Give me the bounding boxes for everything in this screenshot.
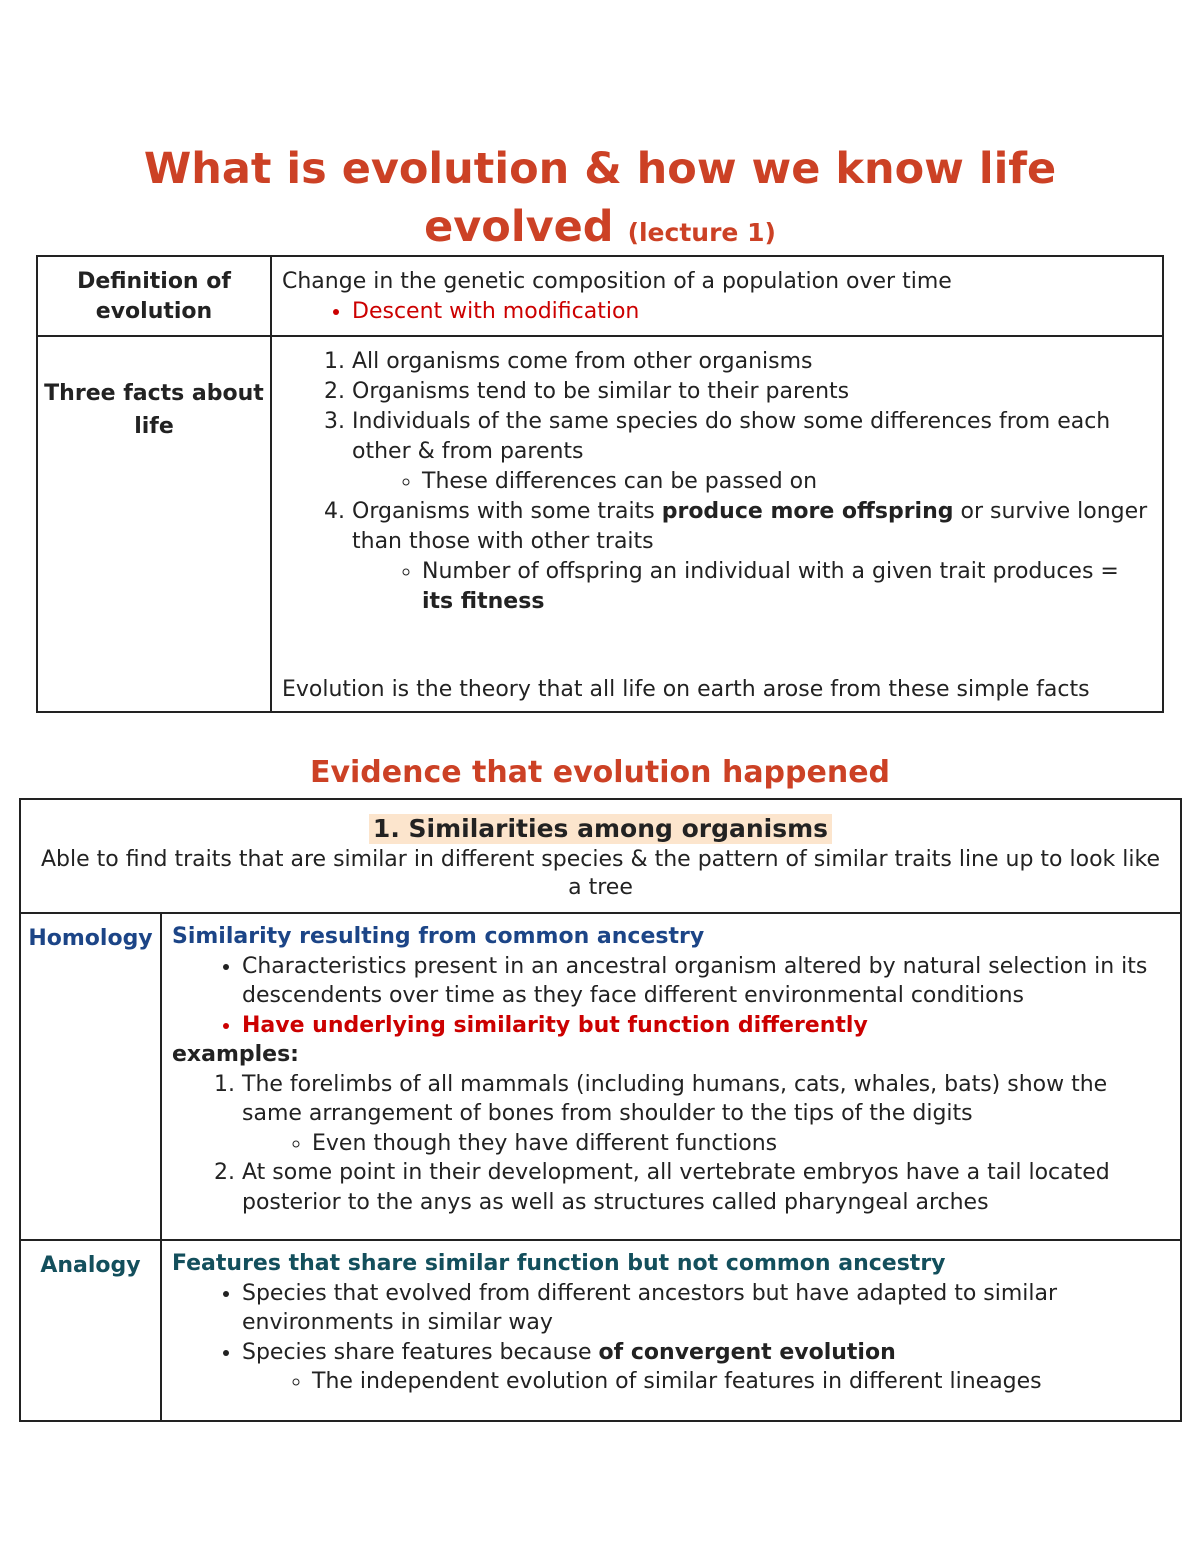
page-title-text: What is evolution & how we know life evolved [143, 144, 1057, 252]
similarities-header-row [20, 799, 1181, 913]
analogy-heading: Features that share similar function but not common ancestry [172, 1251, 946, 1276]
analogy-bullet-2-sub: ◦ The independent evolution of similar features in different lineages [312, 1367, 1170, 1397]
fact-item-3-text: Individuals of the same species do show some differences from each other & from parents [352, 409, 1111, 464]
homology-examples [172, 1070, 1170, 1218]
analogy-row [20, 1240, 1181, 1421]
fact-item-4-sub-pre: Number of offspring an individual with a given trait produces = [422, 559, 1119, 584]
examples-label: examples: [172, 1042, 299, 1067]
homology-bullet-1: • Characteristics present in an ancestral organism altered by natural selection in its descendents over time as they face different environmental conditions [242, 952, 1170, 1011]
definition-row [37, 256, 1163, 336]
fact-item-4 [352, 497, 1152, 617]
evidence-table [19, 798, 1182, 1422]
facts-content-cell [271, 336, 1163, 712]
similarities-header: 1. Similarities among organisms [369, 814, 832, 844]
definition-text: Change in the genetic composition of a population over time [282, 269, 952, 294]
homology-bullet-2: • Have underlying similarity but function differently [242, 1011, 1170, 1041]
analogy-label: Analogy [20, 1240, 161, 1421]
facts-label-cell [37, 336, 271, 712]
homology-row [20, 913, 1181, 1240]
analogy-bullets [172, 1279, 1170, 1397]
analogy-bullet-2 [242, 1338, 1170, 1397]
definition-content-cell [271, 256, 1163, 336]
fact-item-4-sub [422, 557, 1152, 617]
definition-bullets [282, 297, 1152, 327]
fact-item-4-sub-bold: its fitness [422, 589, 545, 614]
similarities-header-cell [20, 799, 1181, 913]
facts-row [37, 336, 1163, 712]
analogy-bullet-1: • Species that evolved from different ancestors but have adapted to similar environments in similar way [242, 1279, 1170, 1338]
facts-list [282, 347, 1152, 617]
definition-label-cell [37, 256, 271, 336]
homology-example-2: 2. At some point in their development, all vertebrate embryos have a tail located posterior to the anys as well as structures called pharyngeal arches [242, 1158, 1170, 1217]
homology-example-1-sub: ◦ Even though they have different functions [312, 1129, 1170, 1159]
fact-item-2: 2. Organisms tend to be similar to their parents [352, 377, 1152, 407]
homology-heading: Similarity resulting from common ancestry [172, 924, 705, 949]
homology-example-1-text: The forelimbs of all mammals (including humans, cats, whales, bats) show the same arrangement of bones from shoulder to the tips of the digits [242, 1071, 1108, 1126]
fact-item-3-sub: ◦ These differences can be passed on [422, 467, 1152, 497]
page-title [0, 140, 1200, 262]
fact-item-3 [352, 407, 1152, 497]
lecture-tag: (lecture 1) [627, 218, 776, 247]
homology-label: Homology [20, 913, 161, 1240]
fact-item-1: 1. All organisms come from other organisms [352, 347, 1152, 377]
definition-label: Definition of evolution [77, 269, 231, 324]
evolution-definition-table [36, 255, 1164, 713]
definition-bullet: • Descent with modification [352, 297, 1152, 327]
fact-item-4-pre: Organisms with some traits [352, 499, 662, 524]
analogy-bullet-2-bold: of convergent evolution [598, 1339, 896, 1365]
homology-example-1 [242, 1070, 1170, 1159]
similarities-subheader: Able to find traits that are similar in different species & the pattern of similar traits line up to look like a tree [41, 847, 1160, 900]
fact-item-4-post: or survive longer than those with other traits [352, 499, 1148, 554]
analogy-bullet-2-pre: Species share features because [242, 1339, 599, 1365]
fact-item-4-bold: produce more offspring [661, 499, 954, 524]
evidence-heading: Evidence that evolution happened [309, 755, 891, 790]
facts-label: Three facts about life [44, 381, 264, 439]
homology-bullets [172, 952, 1170, 1041]
homology-content-cell [161, 913, 1181, 1240]
analogy-content-cell [161, 1240, 1181, 1421]
facts-conclusion: Evolution is the theory that all life on earth arose from these simple facts [282, 677, 1090, 702]
